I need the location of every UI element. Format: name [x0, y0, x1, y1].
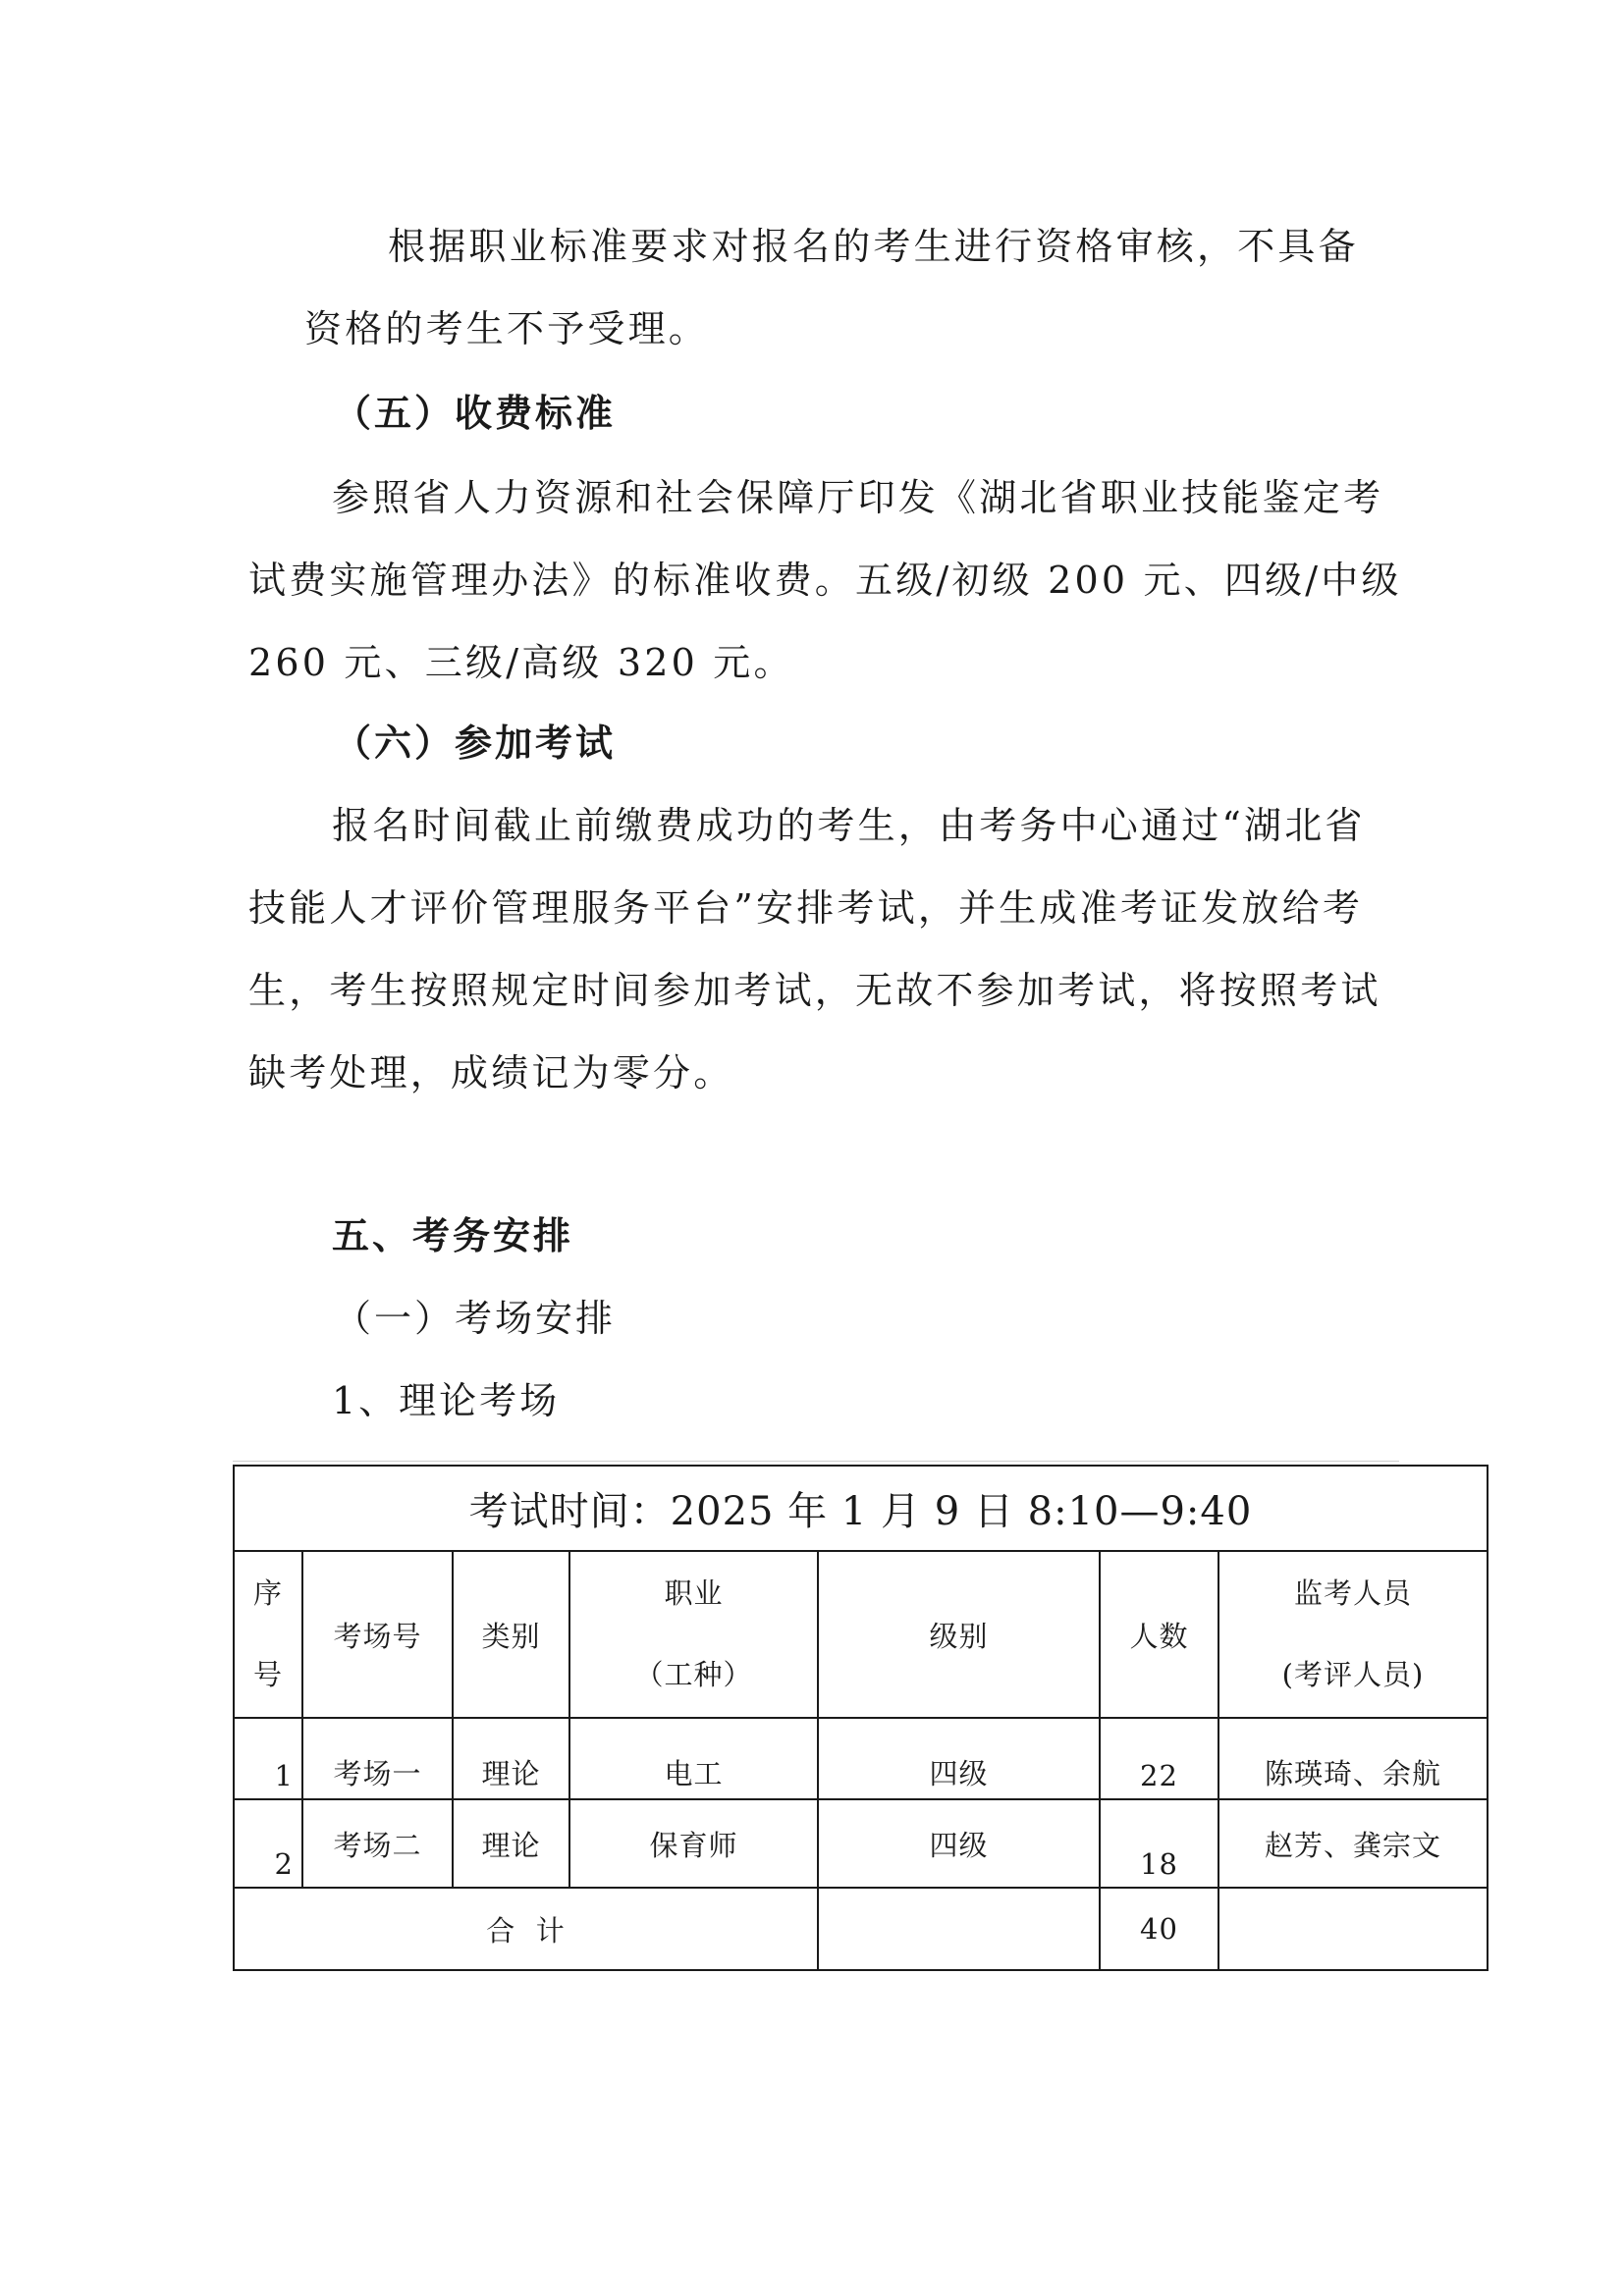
total-row	[234, 1888, 1488, 1970]
total-level	[818, 1888, 1100, 1970]
exam-para-line-2: 技能人才评价管理服务平台”安排考试，并生成准考证发放给考	[248, 886, 1364, 930]
exam-para-line-4: 缺考处理，成绩记为零分。	[248, 1051, 734, 1095]
header-job	[569, 1551, 818, 1718]
fee-para-line-1: 参照省人力资源和社会保障厅印发《湖北省职业技能鉴定考	[332, 476, 1384, 519]
total-label: 合 计	[234, 1888, 818, 1970]
header-proctor-line-2: (考评人员)	[1281, 1658, 1425, 1691]
table-row	[234, 1799, 1488, 1888]
header-room: 考场号	[302, 1551, 453, 1718]
row-count: 22	[1100, 1718, 1218, 1799]
exam-para-line-1: 报名时间截止前缴费成功的考生，由考务中心通过“湖北省	[332, 804, 1366, 847]
row-job: 保育师	[569, 1799, 818, 1888]
row-count: 18	[1100, 1799, 1218, 1888]
header-job-line-1: 职业	[664, 1576, 724, 1611]
header-proctor	[1218, 1551, 1488, 1718]
header-seq-line-2: 号	[252, 1658, 283, 1691]
row-level: 四级	[818, 1799, 1100, 1888]
section-five-heading: 五、考务安排	[332, 1213, 574, 1257]
row-proctor: 赵芳、龚宗文	[1218, 1799, 1488, 1888]
row-category: 理论	[453, 1799, 569, 1888]
row-level: 四级	[818, 1718, 1100, 1799]
header-seq-line-1: 序	[252, 1576, 283, 1611]
header-level: 级别	[818, 1551, 1100, 1718]
total-proctor	[1218, 1888, 1488, 1970]
exam-para-line-3: 生，考生按照规定时间参加考试，无故不参加考试，将按照考试	[248, 969, 1381, 1012]
exam-heading: （六）参加考试	[334, 721, 617, 765]
header-count: 人数	[1100, 1551, 1218, 1718]
row-room: 考场一	[302, 1718, 453, 1799]
exam-room-table	[233, 1465, 1489, 1971]
exam-room-sub-heading: （一）考场安排	[334, 1297, 617, 1340]
row-seq: 1	[234, 1718, 302, 1799]
review-para-line-1: 根据职业标准要求对报名的考生进行资格审核，不具备	[388, 225, 1359, 268]
row-job: 电工	[569, 1718, 818, 1799]
table-title: 考试时间：2025 年 1 月 9 日 8:10—9:40	[234, 1466, 1488, 1551]
row-proctor: 陈瑛琦、余航	[1218, 1718, 1488, 1799]
table-row	[234, 1718, 1488, 1799]
row-seq: 2	[234, 1799, 302, 1888]
header-job-line-2: （工种）	[634, 1658, 753, 1691]
header-seq	[234, 1551, 302, 1718]
header-proctor-line-1: 监考人员	[1293, 1576, 1412, 1611]
theory-room-heading: 1、理论考场	[332, 1379, 561, 1422]
row-category: 理论	[453, 1718, 569, 1799]
row-room: 考场二	[302, 1799, 453, 1888]
review-para-line-2: 资格的考生不予受理。	[304, 307, 710, 350]
total-count: 40	[1100, 1888, 1218, 1970]
fee-heading: （五）收费标准	[334, 391, 617, 435]
fee-para-line-3: 260 元、三级/高级 320 元。	[248, 641, 794, 684]
header-category: 类别	[453, 1551, 569, 1718]
table-top-rule	[233, 1461, 1399, 1462]
fee-para-line-2: 试费实施管理办法》的标准收费。五级/初级 200 元、四级/中级	[248, 559, 1402, 602]
